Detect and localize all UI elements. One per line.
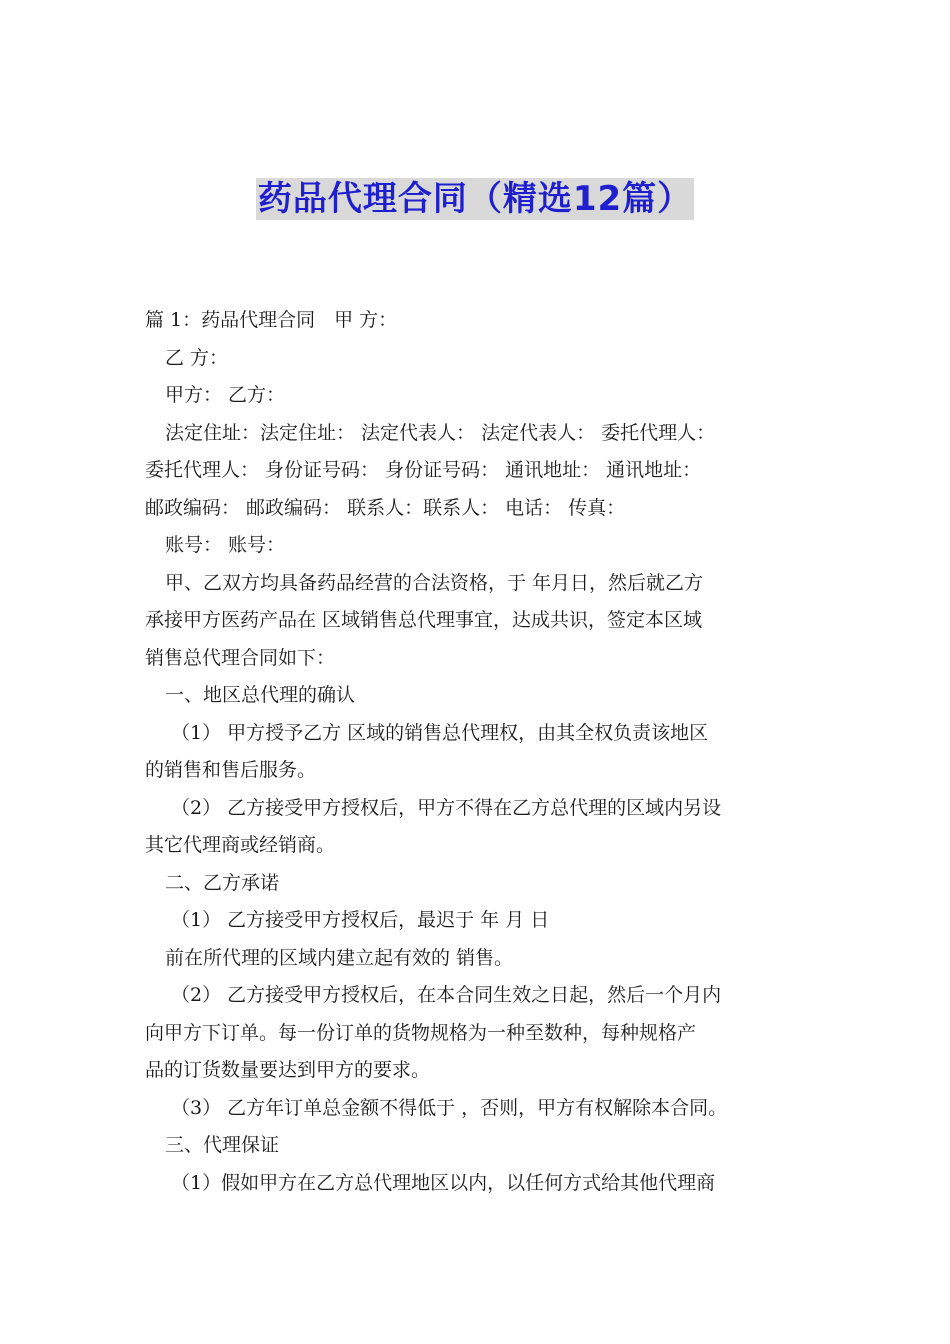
paragraph-line: 甲方： 乙方：: [165, 384, 286, 406]
paragraph-line: 的销售和售后服务。: [145, 759, 317, 781]
paragraph-line: 前在所代理的区域内建立起有效的 销售。: [165, 946, 514, 969]
paragraph-line: 三、代理保证: [165, 1134, 280, 1156]
paragraph-line: 二、乙方承诺: [165, 871, 280, 894]
paragraph-line: 乙 方：: [165, 346, 229, 369]
paragraph-line: 邮政编码： 邮政编码： 联系人：联系人： 电话： 传真：: [145, 496, 626, 519]
document-body: [145, 302, 815, 1202]
paragraph-line: 法定住址：法定住址： 法定代表人： 法定代表人： 委托代理人：: [165, 421, 716, 444]
document-title: 药品代理合同（精选12篇）: [257, 179, 693, 219]
paragraph-line: 一、地区总代理的确认: [165, 684, 356, 706]
paragraph-line: （1） 甲方授予乙方 区域的销售总代理权，由其全权负责该地区: [171, 721, 709, 744]
paragraph-line: 甲、乙双方均具备药品经营的合法资格，于 年月日，然后就乙方: [165, 571, 704, 594]
paragraph-line: （2） 乙方接受甲方授权后，在本合同生效之日起，然后一个月内: [171, 984, 722, 1006]
paragraph-line: （3） 乙方年订单总金额不得低于 ，否则，甲方有权解除本合同。: [171, 1096, 728, 1119]
paragraph-line: 品的订货数量要达到甲方的要求。: [145, 1059, 431, 1081]
paragraph-line: 销售总代理合同如下：: [145, 646, 336, 669]
paragraph-line: 账号： 账号：: [165, 534, 286, 556]
paragraph-line: 承接甲方医药产品在 区域销售总代理事宜，达成共识，签定本区域: [145, 609, 703, 631]
paragraph-line: （1） 乙方接受甲方授权后，最迟于 年 月 日: [171, 909, 550, 931]
paragraph-line: 其它代理商或经销商。: [145, 834, 336, 856]
paragraph-line: （1）假如甲方在乙方总代理地区以内，以任何方式给其他代理商: [171, 1171, 716, 1194]
title-wrap: [0, 178, 950, 220]
paragraph-line: （2） 乙方接受甲方授权后，甲方不得在乙方总代理的区域内另设: [171, 796, 722, 819]
paragraph-line: 委托代理人： 身份证号码： 身份证号码： 通讯地址： 通讯地址：: [145, 459, 702, 481]
paragraph-line: 篇 1：药品代理合同 甲 方：: [145, 309, 398, 331]
paragraph-line: 向甲方下订单。每一份订单的货物规格为一种至数种，每种规格产: [145, 1021, 697, 1044]
